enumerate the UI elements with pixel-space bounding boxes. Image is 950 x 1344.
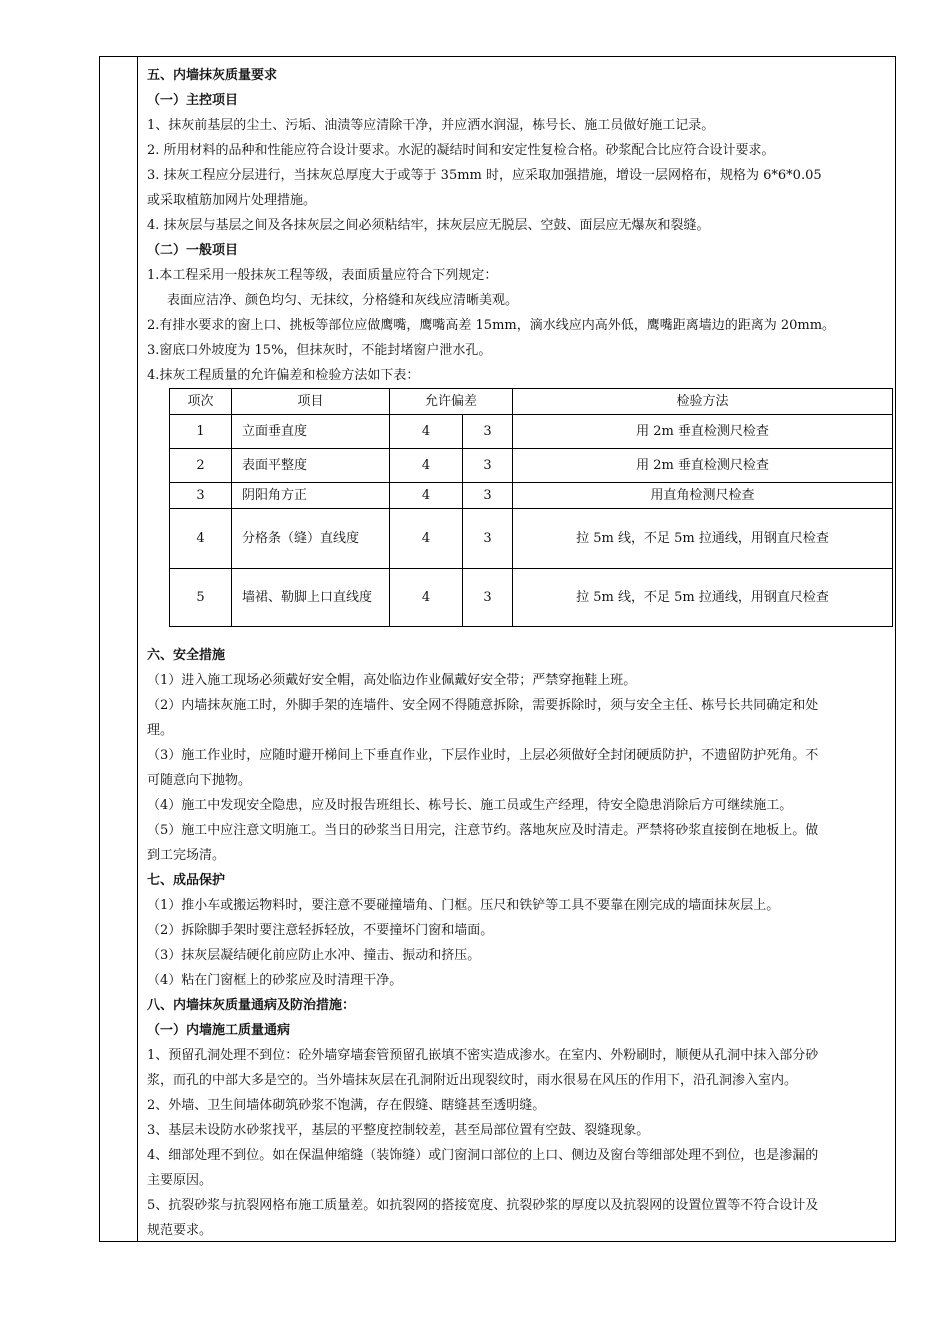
protection-line-4: （4）粘在门窗框上的砂浆应及时清理干净。 bbox=[147, 973, 403, 988]
main-item-3: 3. 抹灰工程应分层进行，当抹灰总厚度大于或等于 35mm 时，应采取加强措施，增设一层网格布，规格为 6*6*0.05 bbox=[147, 168, 822, 183]
section-8-sub1: （一）内墙施工质量通病 bbox=[147, 1023, 291, 1038]
table-header-row bbox=[170, 389, 893, 415]
row-tol-2: 3 bbox=[463, 415, 513, 449]
row-no: 5 bbox=[170, 569, 232, 627]
general-item-1-detail: 表面应洁净、颜色均匀、无抹纹，分格缝和灰线应清晰美观。 bbox=[167, 293, 519, 308]
defect-line-1: 1、预留孔洞处理不到位：砼外墙穿墙套管预留孔嵌填不密实造成渗水。在室内、外粉刷时，顺便从孔洞中抹入部分砂 bbox=[147, 1048, 819, 1063]
table-row bbox=[170, 449, 893, 483]
header-item: 项目 bbox=[232, 389, 390, 415]
row-tol-2: 3 bbox=[463, 509, 513, 569]
safety-line-4: （4）施工中发现安全隐患，应及时报告班组长、栋号长、施工员或生产经理，待安全隐患消除后方可继续施工。 bbox=[147, 798, 793, 813]
table-row bbox=[170, 569, 893, 627]
row-no: 2 bbox=[170, 449, 232, 483]
main-item-3-cont: 或采取植筋加网片处理措施。 bbox=[147, 193, 317, 208]
general-item-1: 1.本工程采用一般抹灰工程等级，表面质量应符合下列规定： bbox=[147, 268, 498, 283]
protection-line-2: （2）拆除脚手架时要注意轻拆轻放，不要撞坏门窗和墙面。 bbox=[147, 923, 494, 938]
tolerance-table bbox=[169, 388, 893, 627]
row-item: 墙裙、勒脚上口直线度 bbox=[232, 569, 390, 627]
defect-line-3: 3、基层未设防水砂浆找平，基层的平整度控制较差，甚至局部位置有空鼓、裂缝现象。 bbox=[147, 1123, 650, 1138]
left-column bbox=[100, 57, 138, 1241]
section-8-title: 八、内墙抹灰质量通病及防治措施： bbox=[147, 998, 356, 1013]
section-5-title: 五、内墙抹灰质量要求 bbox=[147, 68, 278, 83]
row-method: 用 2m 垂直检测尺检查 bbox=[513, 449, 893, 483]
main-item-2: 2. 所用材料的品种和性能应符合设计要求。水泥的凝结时间和安定性复检合格。砂浆配合比应符合设计要求。 bbox=[147, 143, 775, 158]
safety-line-5: （5）施工中应注意文明施工。当日的砂浆当日用完，注意节约。落地灰应及时清走。严禁将砂浆直接倒在地板上。做 bbox=[147, 823, 819, 838]
row-tol-2: 3 bbox=[463, 569, 513, 627]
content-area bbox=[147, 63, 891, 1243]
row-tol-2: 3 bbox=[463, 449, 513, 483]
header-tolerance: 允许偏差 bbox=[390, 389, 513, 415]
header-method: 检验方法 bbox=[513, 389, 893, 415]
row-method: 用 2m 垂直检测尺检查 bbox=[513, 415, 893, 449]
safety-line-1: （1）进入施工现场必须戴好安全帽，高处临边作业佩戴好安全带；严禁穿拖鞋上班。 bbox=[147, 673, 637, 688]
row-item: 立面垂直度 bbox=[232, 415, 390, 449]
row-item: 阴阳角方正 bbox=[232, 483, 390, 509]
table-row bbox=[170, 415, 893, 449]
row-tol-2: 3 bbox=[463, 483, 513, 509]
safety-line-3-cont: 可随意向下抛物。 bbox=[147, 773, 252, 788]
defect-line-4: 4、细部处理不到位。如在保温伸缩缝（装饰缝）或门窗洞口部位的上口、侧边及窗台等细部处理不到位，也是渗漏的 bbox=[147, 1148, 819, 1163]
row-tol-1: 4 bbox=[390, 415, 463, 449]
safety-line-2: （2）内墙抹灰施工时，外脚手架的连墙件、安全网不得随意拆除，需要拆除时，须与安全主任、栋号长共同确定和处 bbox=[147, 698, 819, 713]
table-row bbox=[170, 509, 893, 569]
defect-line-5-cont: 规范要求。 bbox=[147, 1223, 213, 1238]
safety-line-3: （3）施工作业时，应随时避开梯间上下垂直作业，下层作业时，上层必须做好全封闭硬质防护，不遗留防护死角。不 bbox=[147, 748, 819, 763]
section-7-title: 七、成品保护 bbox=[147, 873, 226, 888]
defect-line-2: 2、外墙、卫生间墙体砌筑砂浆不饱满，存在假缝、瞎缝甚至透明缝。 bbox=[147, 1098, 546, 1113]
row-method: 拉 5m 线，不足 5m 拉通线，用钢直尺检查 bbox=[513, 569, 893, 627]
header-no: 项次 bbox=[170, 389, 232, 415]
document-frame bbox=[99, 56, 896, 1242]
defect-line-1-cont: 浆，而孔的中部大多是空的。当外墙抹灰层在孔洞附近出现裂纹时，雨水很易在风压的作用下，沿孔洞渗入室内。 bbox=[147, 1073, 798, 1088]
table-row bbox=[170, 483, 893, 509]
row-no: 4 bbox=[170, 509, 232, 569]
defect-line-5: 5、抗裂砂浆与抗裂网格布施工质量差。如抗裂网的搭接宽度、抗裂砂浆的厚度以及抗裂网的设置位置等不符合设计及 bbox=[147, 1198, 819, 1213]
row-no: 3 bbox=[170, 483, 232, 509]
protection-line-3: （3）抹灰层凝结硬化前应防止水冲、撞击、振动和挤压。 bbox=[147, 948, 481, 963]
row-no: 1 bbox=[170, 415, 232, 449]
protection-line-1: （1）推小车或搬运物料时，要注意不要碰撞墙角、门框。压尺和铁铲等工具不要靠在刚完成的墙面抹灰层上。 bbox=[147, 898, 780, 913]
general-item-3: 3.窗底口外坡度为 15%，但抹灰时，不能封堵窗户泄水孔。 bbox=[147, 343, 492, 358]
main-item-4: 4. 抹灰层与基层之间及各抹灰层之间必须粘结牢，抹灰层应无脱层、空鼓、面层应无爆灰和裂缝。 bbox=[147, 218, 710, 233]
row-tol-1: 4 bbox=[390, 483, 463, 509]
main-item-1: 1、抹灰前基层的尘土、污垢、油渍等应清除干净，并应洒水润湿，栋号长、施工员做好施工记录。 bbox=[147, 118, 715, 133]
row-item: 分格条（缝）直线度 bbox=[232, 509, 390, 569]
row-tol-1: 4 bbox=[390, 509, 463, 569]
row-method: 拉 5m 线，不足 5m 拉通线，用钢直尺检查 bbox=[513, 509, 893, 569]
row-tol-1: 4 bbox=[390, 449, 463, 483]
row-tol-1: 4 bbox=[390, 569, 463, 627]
safety-line-2-cont: 理。 bbox=[147, 723, 174, 738]
section-5-sub2: （二）一般项目 bbox=[147, 243, 239, 258]
general-item-2: 2.有排水要求的窗上口、挑板等部位应做鹰嘴，鹰嘴高差 15mm，滴水线应内高外低，鹰嘴距离墙边的距离为 20mm。 bbox=[147, 318, 836, 333]
section-5-sub1: （一）主控项目 bbox=[147, 93, 239, 108]
section-6-title: 六、安全措施 bbox=[147, 648, 226, 663]
safety-line-5-cont: 到工完场清。 bbox=[147, 848, 226, 863]
row-item: 表面平整度 bbox=[232, 449, 390, 483]
general-item-4: 4.抹灰工程质量的允许偏差和检验方法如下表： bbox=[147, 368, 420, 383]
row-method: 用直角检测尺检查 bbox=[513, 483, 893, 509]
defect-line-4-cont: 主要原因。 bbox=[147, 1173, 213, 1188]
